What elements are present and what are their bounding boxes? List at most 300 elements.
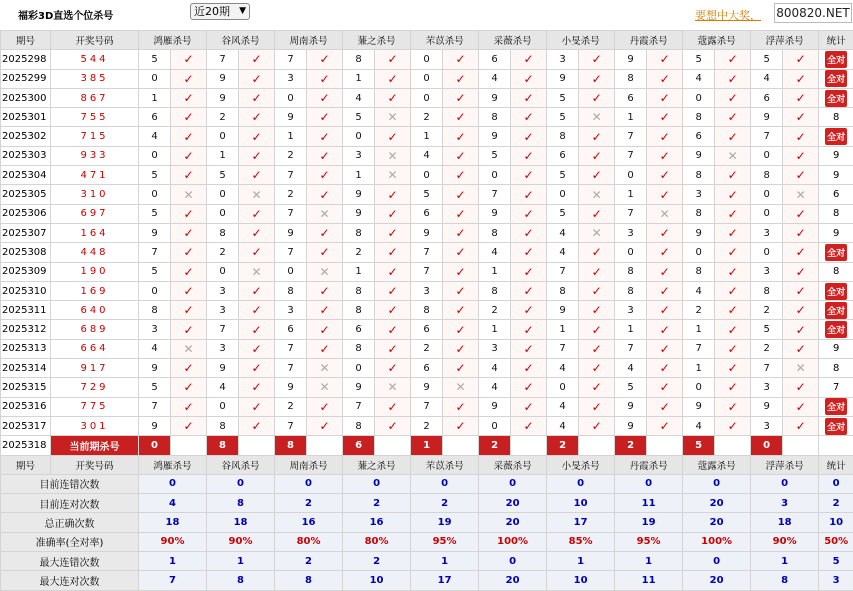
check-icon: ✓ (511, 146, 547, 165)
kill-number-table (0, 30, 853, 591)
winning-number-cell: 775 (51, 397, 139, 416)
check-icon: ✓ (715, 223, 751, 242)
kill-number-cell: 9 (683, 223, 715, 242)
check-icon: ✓ (579, 146, 615, 165)
winning-number-cell: 310 (51, 185, 139, 204)
stats-value: 4 (139, 494, 207, 513)
stats-value: 8 (275, 571, 343, 590)
check-icon: ✓ (715, 416, 751, 435)
kill-number-cell: 4 (139, 127, 171, 146)
stats-value: 3 (819, 571, 853, 590)
kill-number-cell: 9 (275, 378, 307, 397)
stat-cell (819, 359, 853, 378)
kill-number-cell: 3 (207, 281, 239, 300)
stat-cell (819, 50, 853, 69)
stat-cell (819, 320, 853, 339)
stats-value: 80% (275, 532, 343, 551)
table-row (1, 88, 853, 107)
kill-number-cell: 7 (411, 397, 443, 416)
kill-number-cell: 9 (207, 88, 239, 107)
stat-cell (819, 223, 853, 242)
stats-value: 0 (411, 474, 479, 493)
kill-number-cell: 5 (547, 108, 579, 127)
stats-value: 2 (275, 552, 343, 571)
col-header: 蔻露杀号 (683, 31, 751, 50)
cross-icon: ✕ (307, 262, 343, 281)
check-icon: ✓ (375, 397, 411, 416)
empty-cell (579, 436, 615, 455)
kill-number-cell: 3 (751, 416, 783, 435)
cross-icon: ✕ (579, 223, 615, 242)
check-icon: ✓ (443, 50, 479, 69)
cross-icon: ✕ (171, 339, 207, 358)
period-cell: 2025309 (1, 262, 51, 281)
stats-value: 20 (683, 513, 751, 532)
kill-number-cell: 8 (547, 127, 579, 146)
kill-number-cell: 4 (479, 378, 511, 397)
check-icon: ✓ (307, 339, 343, 358)
kill-number-cell: 8 (343, 301, 375, 320)
stats-row (1, 513, 853, 532)
check-icon: ✓ (443, 262, 479, 281)
period-select[interactable] (190, 3, 250, 20)
col-header: 开奖号码 (51, 455, 139, 474)
check-icon: ✓ (171, 320, 207, 339)
stats-value: 0 (479, 474, 547, 493)
check-icon: ✓ (375, 416, 411, 435)
check-icon: ✓ (647, 397, 683, 416)
all-correct-badge: 全对 (825, 283, 847, 300)
check-icon: ✓ (239, 397, 275, 416)
check-icon: ✓ (647, 378, 683, 397)
header-row (1, 31, 853, 50)
marquee-link[interactable]: 要想中大奖， (695, 9, 761, 22)
kill-number-cell: 5 (139, 262, 171, 281)
all-correct-badge: 全对 (825, 321, 847, 338)
stats-row (1, 571, 853, 590)
check-icon: ✓ (715, 281, 751, 300)
kill-number-cell: 9 (615, 397, 647, 416)
stat-cell (819, 339, 853, 358)
kill-number-cell: 5 (139, 166, 171, 185)
period-cell: 2025311 (1, 301, 51, 320)
kill-number-cell: 7 (615, 146, 647, 165)
check-icon: ✓ (511, 378, 547, 397)
kill-number-cell: 0 (343, 127, 375, 146)
kill-number-cell: 9 (207, 359, 239, 378)
col-header: 芣苡杀号 (411, 455, 479, 474)
kill-number-cell: 6 (139, 108, 171, 127)
kill-number-cell: 0 (479, 166, 511, 185)
kill-number-cell: 2 (479, 301, 511, 320)
stats-value: 1 (411, 552, 479, 571)
period-cell: 2025306 (1, 204, 51, 223)
check-icon: ✓ (307, 397, 343, 416)
stat-value: 8 (832, 362, 840, 374)
check-icon: ✓ (443, 359, 479, 378)
stats-value: 20 (683, 494, 751, 513)
check-icon: ✓ (511, 108, 547, 127)
col-header: 采薇杀号 (479, 31, 547, 50)
check-icon: ✓ (239, 378, 275, 397)
table-row (1, 108, 853, 127)
kill-number-cell: 5 (479, 146, 511, 165)
check-icon: ✓ (647, 127, 683, 146)
check-icon: ✓ (171, 146, 207, 165)
check-icon: ✓ (171, 204, 207, 223)
kill-number-cell: 0 (343, 359, 375, 378)
stats-value: 18 (139, 513, 207, 532)
check-icon: ✓ (783, 416, 819, 435)
kill-number-cell: 9 (275, 108, 307, 127)
col-header: 周南杀号 (275, 31, 343, 50)
col-header: 期号 (1, 455, 51, 474)
kill-number-cell: 0 (751, 185, 783, 204)
all-correct-badge: 全对 (825, 398, 847, 415)
stats-value: 90% (139, 532, 207, 551)
check-icon: ✓ (307, 320, 343, 339)
stat-value: 6 (832, 189, 840, 201)
check-icon: ✓ (375, 262, 411, 281)
kill-number-cell: 6 (343, 320, 375, 339)
check-icon: ✓ (443, 146, 479, 165)
kill-number-cell: 6 (411, 359, 443, 378)
kill-number-cell: 4 (615, 359, 647, 378)
stats-value: 0 (139, 474, 207, 493)
empty-cell (375, 436, 411, 455)
kill-number-cell: 1 (207, 146, 239, 165)
stat-cell (819, 262, 853, 281)
kill-number-cell: 8 (411, 301, 443, 320)
kill-number-cell: 3 (275, 301, 307, 320)
stats-value: 100% (479, 532, 547, 551)
kill-number-cell: 5 (139, 50, 171, 69)
kill-number-cell: 9 (139, 416, 171, 435)
check-icon: ✓ (171, 359, 207, 378)
table-row (1, 243, 853, 262)
check-icon: ✓ (511, 127, 547, 146)
kill-number-cell: 7 (683, 339, 715, 358)
stats-value: 19 (615, 513, 683, 532)
kill-number-cell: 9 (411, 378, 443, 397)
check-icon: ✓ (715, 50, 751, 69)
check-icon: ✓ (715, 204, 751, 223)
kill-number-cell: 5 (547, 166, 579, 185)
current-kill-number: 0 (751, 436, 783, 455)
check-icon: ✓ (171, 281, 207, 300)
kill-number-cell: 7 (615, 127, 647, 146)
kill-number-cell: 6 (275, 320, 307, 339)
footer-header-row (1, 455, 853, 474)
check-icon: ✓ (171, 243, 207, 262)
check-icon: ✓ (783, 223, 819, 242)
stats-value: 1 (615, 552, 683, 571)
check-icon: ✓ (511, 339, 547, 358)
all-correct-badge: 全对 (825, 70, 847, 87)
kill-number-cell: 4 (547, 416, 579, 435)
stat-cell (819, 204, 853, 223)
cross-icon: ✕ (375, 166, 411, 185)
stats-value: 18 (751, 513, 819, 532)
kill-number-cell: 0 (479, 416, 511, 435)
kill-number-cell: 9 (343, 204, 375, 223)
cross-icon: ✕ (715, 146, 751, 165)
check-icon: ✓ (783, 127, 819, 146)
col-header: 芣苡杀号 (411, 31, 479, 50)
table-row (1, 69, 853, 88)
current-kill-number: 2 (479, 436, 511, 455)
check-icon: ✓ (647, 301, 683, 320)
winning-number-cell: 640 (51, 301, 139, 320)
check-icon: ✓ (443, 243, 479, 262)
check-icon: ✓ (511, 243, 547, 262)
stat-cell (819, 108, 853, 127)
kill-number-cell: 8 (683, 166, 715, 185)
kill-number-cell: 5 (751, 320, 783, 339)
kill-number-cell: 9 (207, 69, 239, 88)
check-icon: ✓ (647, 262, 683, 281)
kill-number-cell: 9 (615, 50, 647, 69)
period-cell: 2025300 (1, 88, 51, 107)
kill-number-cell: 1 (343, 262, 375, 281)
stats-row (1, 474, 853, 493)
kill-number-cell: 3 (547, 50, 579, 69)
check-icon: ✓ (783, 204, 819, 223)
kill-number-cell: 4 (683, 69, 715, 88)
stat-cell (819, 243, 853, 262)
check-icon: ✓ (579, 50, 615, 69)
check-icon: ✓ (783, 50, 819, 69)
stats-value: 20 (683, 571, 751, 590)
kill-number-cell: 9 (139, 223, 171, 242)
col-header: 蔻露杀号 (683, 455, 751, 474)
kill-number-cell: 7 (615, 339, 647, 358)
table-row (1, 262, 853, 281)
period-cell: 2025312 (1, 320, 51, 339)
table-row (1, 378, 853, 397)
stats-value: 0 (275, 474, 343, 493)
winning-number-cell: 190 (51, 262, 139, 281)
stats-value: 8 (207, 494, 275, 513)
check-icon: ✓ (579, 166, 615, 185)
check-icon: ✓ (171, 378, 207, 397)
table-row (1, 185, 853, 204)
col-header: 小旻杀号 (547, 455, 615, 474)
check-icon: ✓ (579, 281, 615, 300)
check-icon: ✓ (375, 204, 411, 223)
kill-number-cell: 0 (411, 50, 443, 69)
kill-number-cell: 2 (411, 416, 443, 435)
kill-number-cell: 3 (751, 378, 783, 397)
check-icon: ✓ (511, 320, 547, 339)
stats-value: 10 (547, 571, 615, 590)
table-row (1, 223, 853, 242)
stats-value: 2 (343, 552, 411, 571)
stats-value: 5 (819, 552, 853, 571)
kill-number-cell: 2 (751, 301, 783, 320)
period-cell: 2025310 (1, 281, 51, 300)
check-icon: ✓ (715, 127, 751, 146)
kill-number-cell: 3 (751, 262, 783, 281)
kill-number-cell: 4 (547, 223, 579, 242)
stats-value: 17 (547, 513, 615, 532)
check-icon: ✓ (375, 223, 411, 242)
check-icon: ✓ (443, 281, 479, 300)
stats-value: 10 (343, 571, 411, 590)
winning-number-cell: 664 (51, 339, 139, 358)
table-row (1, 127, 853, 146)
check-icon: ✓ (443, 416, 479, 435)
kill-number-cell: 1 (411, 127, 443, 146)
check-icon: ✓ (443, 223, 479, 242)
kill-number-cell: 0 (683, 243, 715, 262)
check-icon: ✓ (647, 223, 683, 242)
check-icon: ✓ (647, 416, 683, 435)
check-icon: ✓ (375, 339, 411, 358)
kill-number-cell: 7 (275, 359, 307, 378)
stats-value: 17 (411, 571, 479, 590)
kill-number-cell: 7 (275, 416, 307, 435)
check-icon: ✓ (307, 69, 343, 88)
kill-number-cell: 8 (139, 301, 171, 320)
kill-number-cell: 7 (343, 397, 375, 416)
kill-number-cell: 0 (139, 281, 171, 300)
kill-number-cell: 3 (207, 339, 239, 358)
stats-value: 0 (207, 474, 275, 493)
kill-number-cell: 4 (751, 69, 783, 88)
check-icon: ✓ (307, 166, 343, 185)
kill-number-cell: 3 (343, 146, 375, 165)
stats-label: 目前连错次数 (1, 474, 139, 493)
table-row (1, 204, 853, 223)
kill-number-cell: 1 (275, 127, 307, 146)
col-header: 鸿雁杀号 (139, 31, 207, 50)
kill-number-cell: 8 (751, 166, 783, 185)
kill-number-cell: 2 (411, 108, 443, 127)
winning-number-cell: 755 (51, 108, 139, 127)
check-icon: ✓ (579, 243, 615, 262)
check-icon: ✓ (171, 262, 207, 281)
table-row (1, 166, 853, 185)
table-body (1, 50, 853, 590)
check-icon: ✓ (647, 243, 683, 262)
stat-value: 9 (832, 169, 840, 181)
check-icon: ✓ (647, 185, 683, 204)
cross-icon: ✕ (307, 204, 343, 223)
col-header: 统计 (819, 31, 853, 50)
check-icon: ✓ (375, 127, 411, 146)
check-icon: ✓ (647, 320, 683, 339)
kill-number-cell: 8 (479, 223, 511, 242)
check-icon: ✓ (647, 339, 683, 358)
table-row (1, 397, 853, 416)
kill-number-cell: 8 (275, 281, 307, 300)
kill-number-cell: 1 (479, 320, 511, 339)
kill-number-cell: 2 (275, 146, 307, 165)
kill-number-cell: 1 (479, 262, 511, 281)
empty-cell (511, 436, 547, 455)
check-icon: ✓ (239, 50, 275, 69)
check-icon: ✓ (171, 397, 207, 416)
all-correct-badge: 全对 (825, 418, 847, 435)
stat-cell (819, 88, 853, 107)
kill-number-cell: 4 (479, 69, 511, 88)
col-header: 浮萍杀号 (751, 31, 819, 50)
kill-number-cell: 4 (547, 243, 579, 262)
kill-number-cell: 3 (139, 320, 171, 339)
check-icon: ✓ (239, 146, 275, 165)
kill-number-cell: 8 (615, 262, 647, 281)
stat-cell (819, 397, 853, 416)
check-icon: ✓ (239, 339, 275, 358)
kill-number-cell: 9 (751, 108, 783, 127)
kill-number-cell: 7 (411, 262, 443, 281)
kill-number-cell: 0 (139, 185, 171, 204)
check-icon: ✓ (511, 50, 547, 69)
stats-value: 0 (547, 474, 615, 493)
stats-value: 2 (343, 494, 411, 513)
cross-icon: ✕ (239, 262, 275, 281)
period-cell: 2025316 (1, 397, 51, 416)
check-icon: ✓ (307, 301, 343, 320)
stats-value: 10 (547, 494, 615, 513)
kill-number-cell: 3 (275, 69, 307, 88)
kill-number-cell: 0 (615, 243, 647, 262)
period-cell: 2025315 (1, 378, 51, 397)
stats-value: 90% (207, 532, 275, 551)
col-header: 蒹之杀号 (343, 31, 411, 50)
winning-number-cell: 867 (51, 88, 139, 107)
kill-number-cell: 0 (615, 166, 647, 185)
check-icon: ✓ (783, 339, 819, 358)
check-icon: ✓ (647, 359, 683, 378)
kill-number-cell: 8 (343, 281, 375, 300)
kill-number-cell: 1 (547, 320, 579, 339)
kill-number-cell: 1 (615, 320, 647, 339)
kill-number-cell: 7 (275, 339, 307, 358)
check-icon: ✓ (715, 108, 751, 127)
table-row (1, 301, 853, 320)
kill-number-cell: 8 (343, 223, 375, 242)
kill-number-cell: 5 (139, 204, 171, 223)
cross-icon: ✕ (579, 185, 615, 204)
check-icon: ✓ (579, 301, 615, 320)
period-cell: 2025301 (1, 108, 51, 127)
current-period-row (1, 436, 853, 455)
cross-icon: ✕ (375, 146, 411, 165)
period-cell: 2025304 (1, 166, 51, 185)
kill-number-cell: 4 (547, 359, 579, 378)
check-icon: ✓ (239, 416, 275, 435)
kill-number-cell: 3 (479, 339, 511, 358)
check-icon: ✓ (239, 69, 275, 88)
col-header: 采薇杀号 (479, 455, 547, 474)
kill-number-cell: 0 (207, 204, 239, 223)
check-icon: ✓ (239, 243, 275, 262)
check-icon: ✓ (647, 166, 683, 185)
stats-row (1, 532, 853, 551)
check-icon: ✓ (715, 88, 751, 107)
kill-number-cell: 7 (547, 339, 579, 358)
stats-value: 2 (819, 494, 853, 513)
kill-number-cell: 1 (139, 88, 171, 107)
kill-number-cell: 5 (343, 108, 375, 127)
stats-value: 2 (275, 494, 343, 513)
cross-icon: ✕ (443, 378, 479, 397)
stats-value: 19 (411, 513, 479, 532)
stats-value: 90% (751, 532, 819, 551)
cross-icon: ✕ (171, 185, 207, 204)
